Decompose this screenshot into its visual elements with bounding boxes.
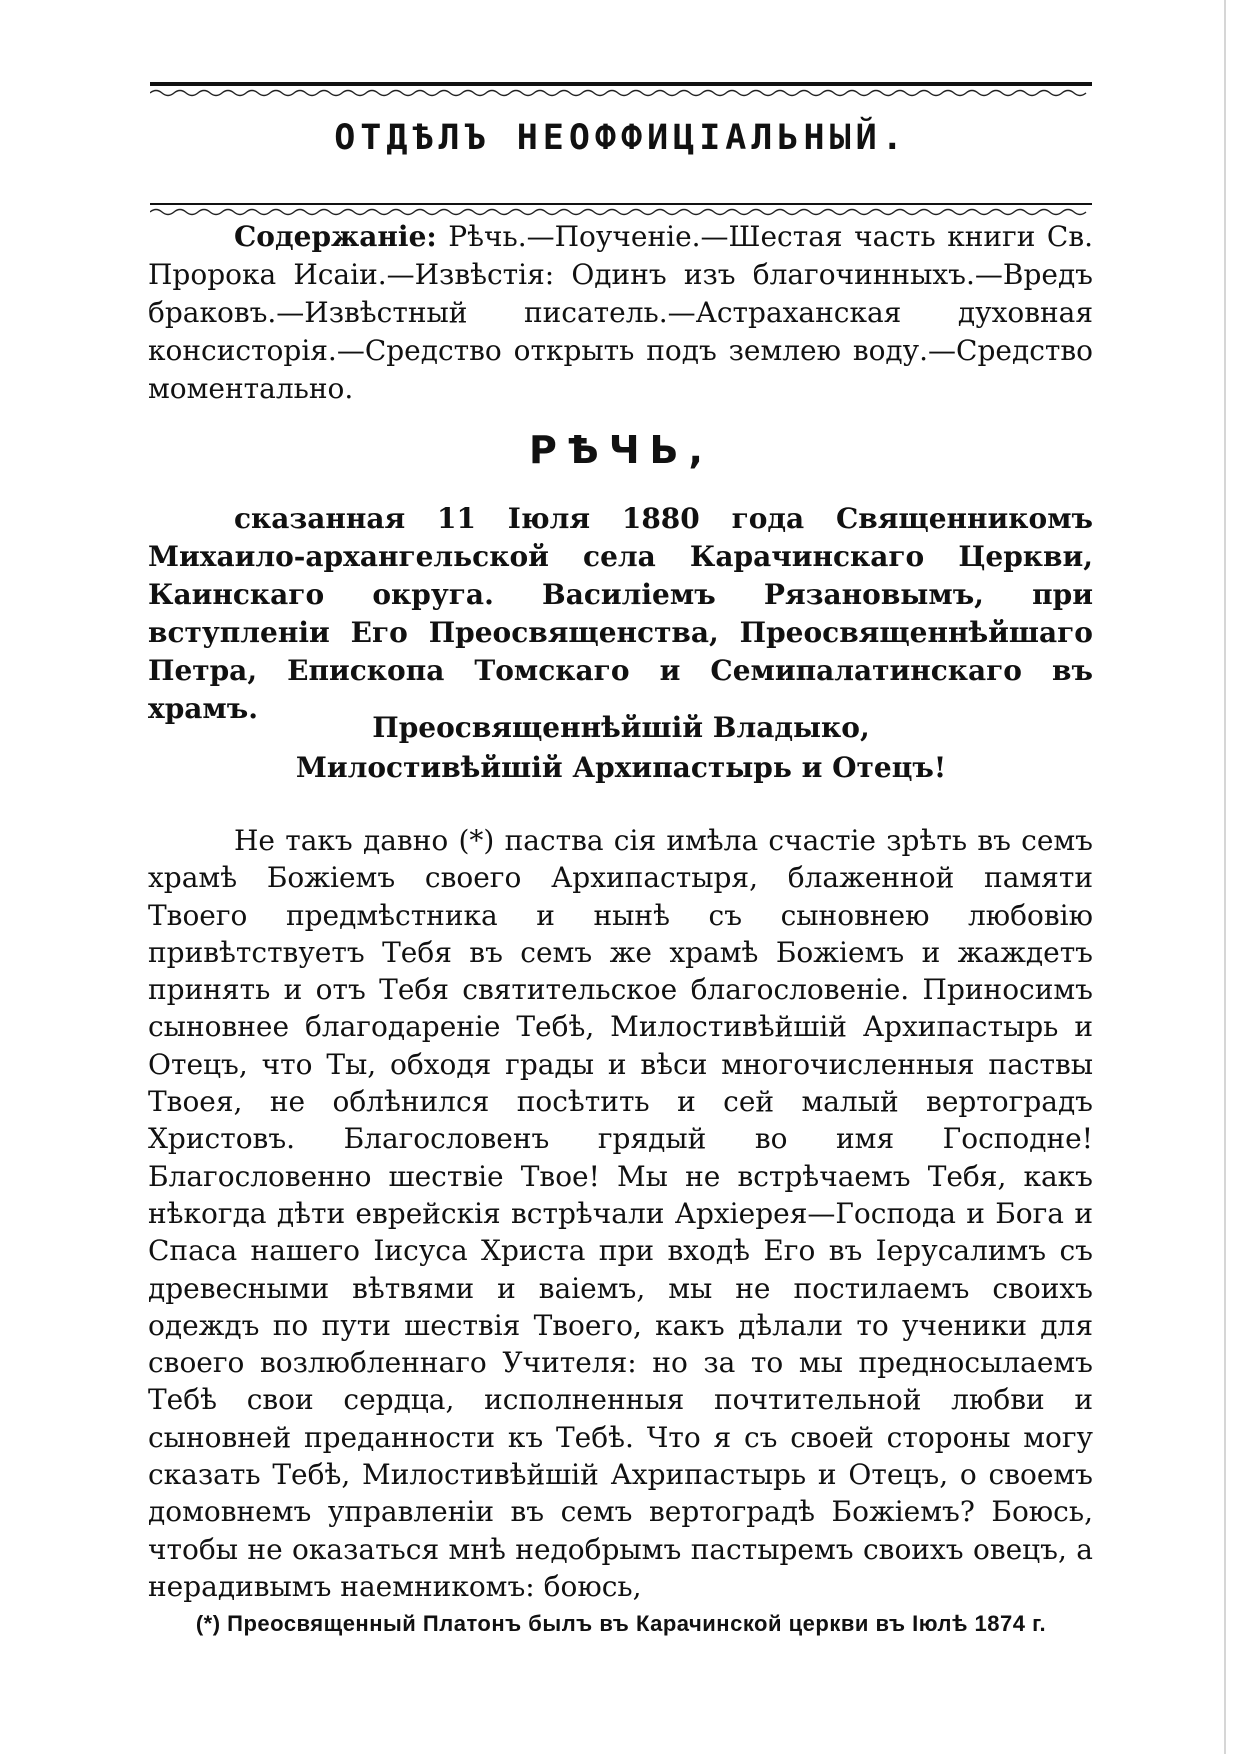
page-edge-line xyxy=(1224,0,1226,1754)
rule-thick-line xyxy=(150,82,1092,86)
rule-thin-line xyxy=(150,203,1092,205)
rule-wave-ornament xyxy=(150,88,1092,98)
speech-subtitle xyxy=(148,500,1093,728)
middle-ornamental-rule xyxy=(150,200,1092,217)
table-of-contents xyxy=(148,218,1093,408)
contents-paragraph xyxy=(148,218,1093,408)
salutation xyxy=(150,708,1092,788)
speech-subtitle-text: сказанная 11 Іюля 1880 года Священникомъ Михаило-архангельской села Карачинскаго Церкви, Каинскаго округа. Василіемъ Рязановымъ, при вступленіи Его Преосвященства, Преосвященнѣйшаго Петра, Епископа Томскаго и Семипалатинскаго въ храмъ. xyxy=(148,502,1093,725)
speech-title: РѢЧЬ, xyxy=(529,428,713,472)
salutation-line-2: Милостивѣйшій Архипастырь и Отецъ! xyxy=(295,751,947,784)
top-ornamental-rule xyxy=(150,82,1092,98)
footnote: (*) Преосвященный Платонъ былъ въ Карачинской церкви въ Іюлѣ 1874 г. xyxy=(195,1611,1047,1636)
speech-body xyxy=(148,822,1093,1605)
contents-label: Содержаніе: xyxy=(234,220,437,253)
contents-text: Рѣчь.—Поученіе.—Шестая часть книги Св. Пророка Исаіи.—Извѣстія: Одинъ изъ благочинныхъ.—Вредъ браковъ.—Извѣстный писатель.—Астраханская духовная консисторія.—Средство открыть подъ землею воду.—Средство моментально. xyxy=(148,220,1093,405)
salutation-line-1: Преосвященнѣйшій Владыко, xyxy=(372,711,870,744)
section-heading: ОТДѢЛЪ НЕОФФИЦІАЛЬНЫЙ. xyxy=(334,118,908,158)
rule-wave-ornament xyxy=(150,207,1092,217)
body-paragraph: Не такъ давно (*) паства сія имѣла счастіе зрѣть въ семъ храмѣ Божіемъ своего Архипастыря, блаженной памяти Твоего предмѣстника и нынѣ съ сыновнею любовію привѣтствуетъ Тебя въ семъ же храмѣ Божіемъ и жаждетъ принять и отъ Тебя святительское благословеніе. Приносимъ сыновнее благодареніе Тебѣ, Милостивѣйшій Архипастырь и Отецъ, что Ты, обходя грады и вѣси многочисленныя паствы Твоея, не облѣнился посѣтить и сей малый вертоградъ Христовъ. Благословенъ грядый во имя Господне! Благословенно шествіе Твое! Мы не встрѣчаемъ Тебя, какъ нѣкогда дѣти еврейскія встрѣчали Архіерея—Господа и Бога и Спаса нашего Іисуса Христа при входѣ Его въ Іерусалимъ съ древесными вѣтвями и ваіемъ, мы не постилаемъ своихъ одеждъ по пути шествія Твоего, какъ дѣлали то ученики для своего возлюбленнаго Учителя: но за то мы предносылаемъ Тебѣ свои сердца, исполненныя почтительной любви и сыновней преданности къ Тебѣ. Что я съ своей стороны могу сказать Тебѣ, Милостивѣйшій Ахрипастырь и Отецъ, о своемъ домовнемъ управленіи въ семъ вертоградѣ Божіемъ? Боюсь, чтобы не оказаться мнѣ недобрымъ пастыремъ своихъ овецъ, а нерадивымъ наемникомъ: боюсь, xyxy=(148,824,1093,1603)
